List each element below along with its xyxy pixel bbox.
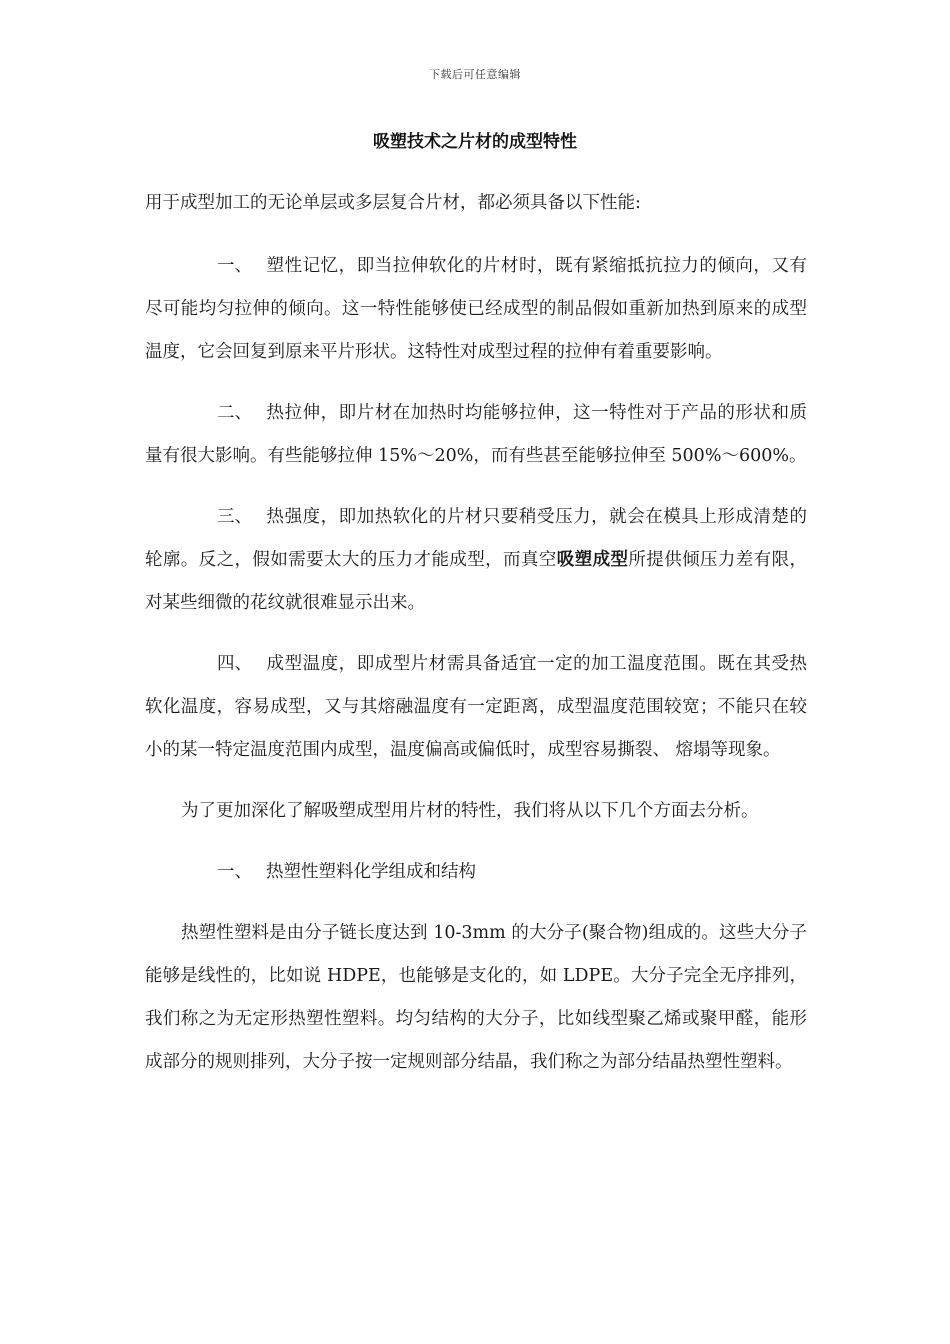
- section-number: 一、: [217, 862, 252, 882]
- property-text-before: 热强度，即加热软化的片材只要稍受压力，就会在模具上形成清楚的轮廓。反之，假如需要太大的压力才能成型，而真空: [145, 507, 807, 570]
- property-number: 一、: [217, 256, 252, 276]
- property-paragraph-4: [145, 643, 807, 772]
- section-heading-text: 热塑性塑料化学组成和结构: [266, 862, 476, 882]
- property-number: 三、: [217, 507, 252, 527]
- analysis-intro-paragraph: 为了更加深化了解吸塑成型用片材的特性，我们将从以下几个方面去分析。: [181, 801, 759, 821]
- header-note: 下载后可任意编辑: [429, 68, 521, 81]
- emphasis-link-text[interactable]: 吸塑成型: [556, 550, 629, 570]
- property-paragraph-1: [145, 245, 807, 374]
- section-heading: [145, 851, 807, 894]
- document-body: [145, 182, 807, 1102]
- property-text: 塑性记忆，即当拉伸软化的片材时，既有紧缩抵抗拉力的倾向，又有尽可能均匀拉伸的倾向。这一特性能够使已经成型的制品假如重新加热到原来的成型温度，它会回复到原来平片形状。这特性对成型过程的拉伸有着重要影响。: [145, 256, 807, 362]
- property-text-after: 所提供倾压力差有限，对某些细微的花纹就很难显示出来。: [145, 550, 808, 613]
- property-number: 四、: [217, 654, 252, 674]
- page-title: 吸塑技术之片材的成型特性: [373, 132, 577, 152]
- property-paragraph-2: [145, 392, 807, 478]
- property-text: 成型温度，即成型片材需具备适宜一定的加工温度范围。既在其受热软化温度，容易成型，又与其熔融温度有一定距离，成型温度范围较宽；不能只在较小的某一特定温度范围内成型，温度偏高或偏低时，成型容易撕裂、 熔塌等现象。: [145, 654, 807, 760]
- intro-paragraph: 用于成型加工的无论单层或多层复合片材，都必须具备以下性能:: [145, 193, 641, 213]
- property-paragraph-3: [145, 496, 807, 625]
- property-text: 热拉伸，即片材在加热时均能够拉伸，这一特性对于产品的形状和质量有很大影响。有些能够拉伸 15%～20%，而有些甚至能够拉伸至 500%～600%。: [145, 403, 807, 466]
- section-body-paragraph: 热塑性塑料是由分子链长度达到 10-3mm 的大分子(聚合物)组成的。这些大分子能够是线性的，比如说 HDPE，也能够是支化的，如 LDPE。大分子完全无序排列，我们称之为无定形热塑性塑料。均匀结构的大分子，比如线型聚乙烯或聚甲醛，能形成部分的规则排列，大分子按一定规则部分结晶，我们称之为部分结晶热塑性塑料。: [145, 923, 807, 1072]
- property-number: 二、: [217, 403, 252, 423]
